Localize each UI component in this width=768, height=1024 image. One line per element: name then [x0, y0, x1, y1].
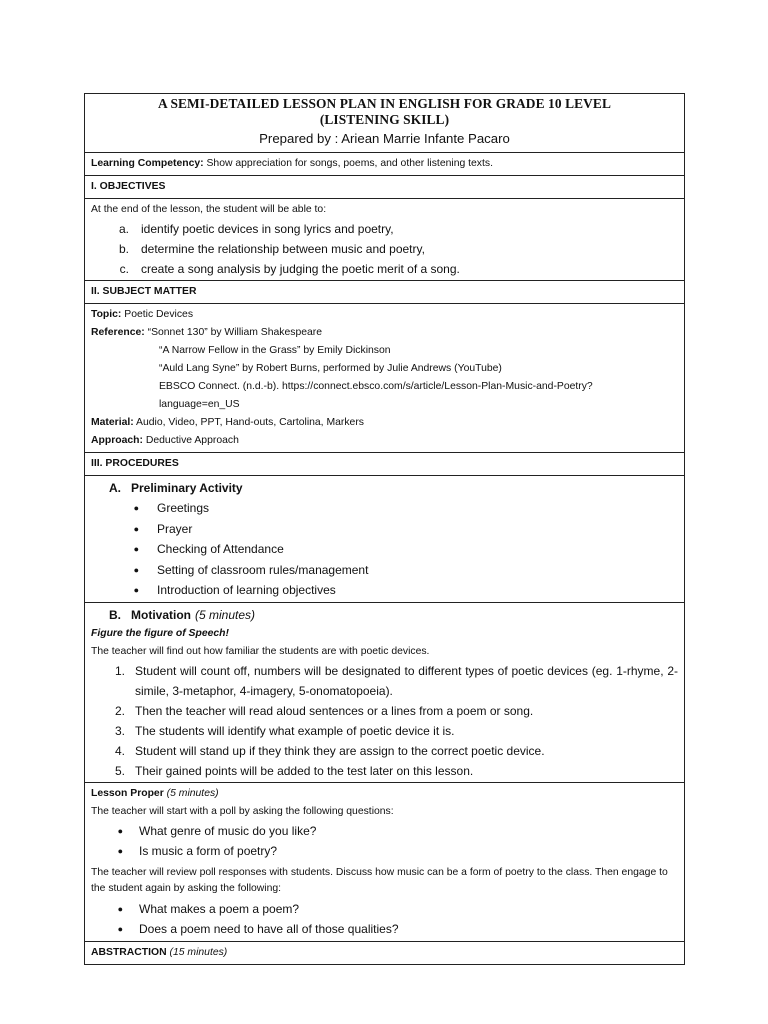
objectives-list: [91, 219, 678, 279]
learning-competency: [85, 153, 684, 176]
list-item: ● What genre of music do you like?: [117, 823, 317, 838]
preliminary-activity: [85, 476, 684, 603]
motivation-steps: [91, 661, 678, 781]
lesson-proper-section: [85, 783, 684, 942]
list-item: ● Greetings: [133, 501, 210, 515]
reference-item: “Auld Lang Syne” by Robert Burns, performed by Julie Andrews (YouTube): [159, 363, 502, 374]
lesson-proper-heading: Lesson Proper (5 minutes): [91, 787, 219, 799]
preliminary-list: [91, 498, 678, 601]
reference-item: EBSCO Connect. (n.d.-b). https://connect.ebsco.com/s/article/Lesson-Plan-Music-and-Poetry?: [159, 381, 593, 392]
subject-matter-body: [85, 304, 684, 453]
title-line-2: (LISTENING SKILL): [319, 112, 450, 127]
topic-line: Topic: Poetic Devices: [91, 309, 194, 320]
title-line-1: A SEMI-DETAILED LESSON PLAN IN ENGLISH FOR GRADE 10 LEVEL: [157, 96, 611, 111]
material-line: Material: Audio, Video, PPT, Hand-outs, Cartolina, Markers: [91, 417, 364, 428]
followup-questions: [91, 899, 678, 940]
list-item: ● Checking of Attendance: [133, 542, 284, 556]
lesson-plan-table: [84, 93, 685, 965]
title-block: [85, 94, 684, 153]
list-item: 4. Student will stand up if they think they are assign to the correct poetic device.: [114, 743, 545, 758]
procedures-heading: III. PROCEDURES: [85, 453, 684, 476]
reference-line: Reference: “Sonnet 130” by William Shakespeare: [91, 327, 323, 338]
list-item: 1. Student will count off, numbers will be designated to different types of poetic devices (eg. 1-rhyme, 2-simile, 3-metaphor, 4-imagery, 5-onomatopoeia).: [114, 663, 678, 698]
prepared-by: Prepared by : Ariean Marrie Infante Pacaro: [259, 131, 510, 146]
poll-questions: [91, 821, 678, 862]
reference-item: language=en_US: [159, 399, 240, 410]
list-item: ● Introduction of learning objectives: [133, 583, 336, 597]
objectives-body: [85, 199, 684, 281]
activity-title: Figure the figure of Speech!: [91, 627, 229, 639]
abstraction-heading: ABSTRACTION (15 minutes): [85, 942, 684, 965]
objectives-intro: At the end of the lesson, the student will be able to:: [91, 204, 327, 215]
competency-text: Show appreciation for songs, poems, and other listening texts.: [203, 158, 493, 169]
list-item: 3. The students will identify what example of poetic device it is.: [114, 723, 455, 738]
objective-item: c. create a song analysis by judging the poetic merit of a song.: [119, 262, 460, 276]
motivation-heading: B. Motivation (5 minutes): [109, 607, 256, 622]
list-item: ● Setting of classroom rules/management: [133, 562, 369, 577]
list-item: ● What makes a poem a poem?: [117, 901, 300, 916]
objective-item: b. determine the relationship between music and poetry,: [118, 242, 425, 256]
preliminary-heading: A. Preliminary Activity: [109, 481, 243, 495]
list-item: ● Prayer: [133, 521, 193, 536]
reference-item: “A Narrow Fellow in the Grass” by Emily Dickinson: [159, 345, 391, 356]
motivation-section: [85, 603, 684, 783]
list-item: 2. Then the teacher will read aloud sentences or a lines from a poem or song.: [114, 703, 534, 718]
motivation-intro: The teacher will find out how familiar the students are with poetic devices.: [91, 645, 430, 657]
lesson-proper-intro: The teacher will start with a poll by asking the following questions:: [91, 805, 394, 817]
competency-label: Learning Competency:: [91, 158, 204, 169]
list-item: ● Does a poem need to have all of those qualities?: [117, 922, 399, 936]
objective-item: a. identify poetic devices in song lyrics and poetry,: [118, 222, 394, 236]
approach-line: Approach: Deductive Approach: [91, 435, 239, 446]
list-item: 5. Their gained points will be added to the test later on this lesson.: [114, 763, 474, 778]
lesson-proper-review: The teacher will review poll responses with students. Discuss how music can be a form of poetry to the class. Then engage to the student again by asking the following:: [91, 866, 668, 894]
objectives-heading: I. OBJECTIVES: [85, 176, 684, 199]
subject-matter-heading: II. SUBJECT MATTER: [85, 281, 684, 304]
list-item: ● Is music a form of poetry?: [117, 844, 278, 858]
